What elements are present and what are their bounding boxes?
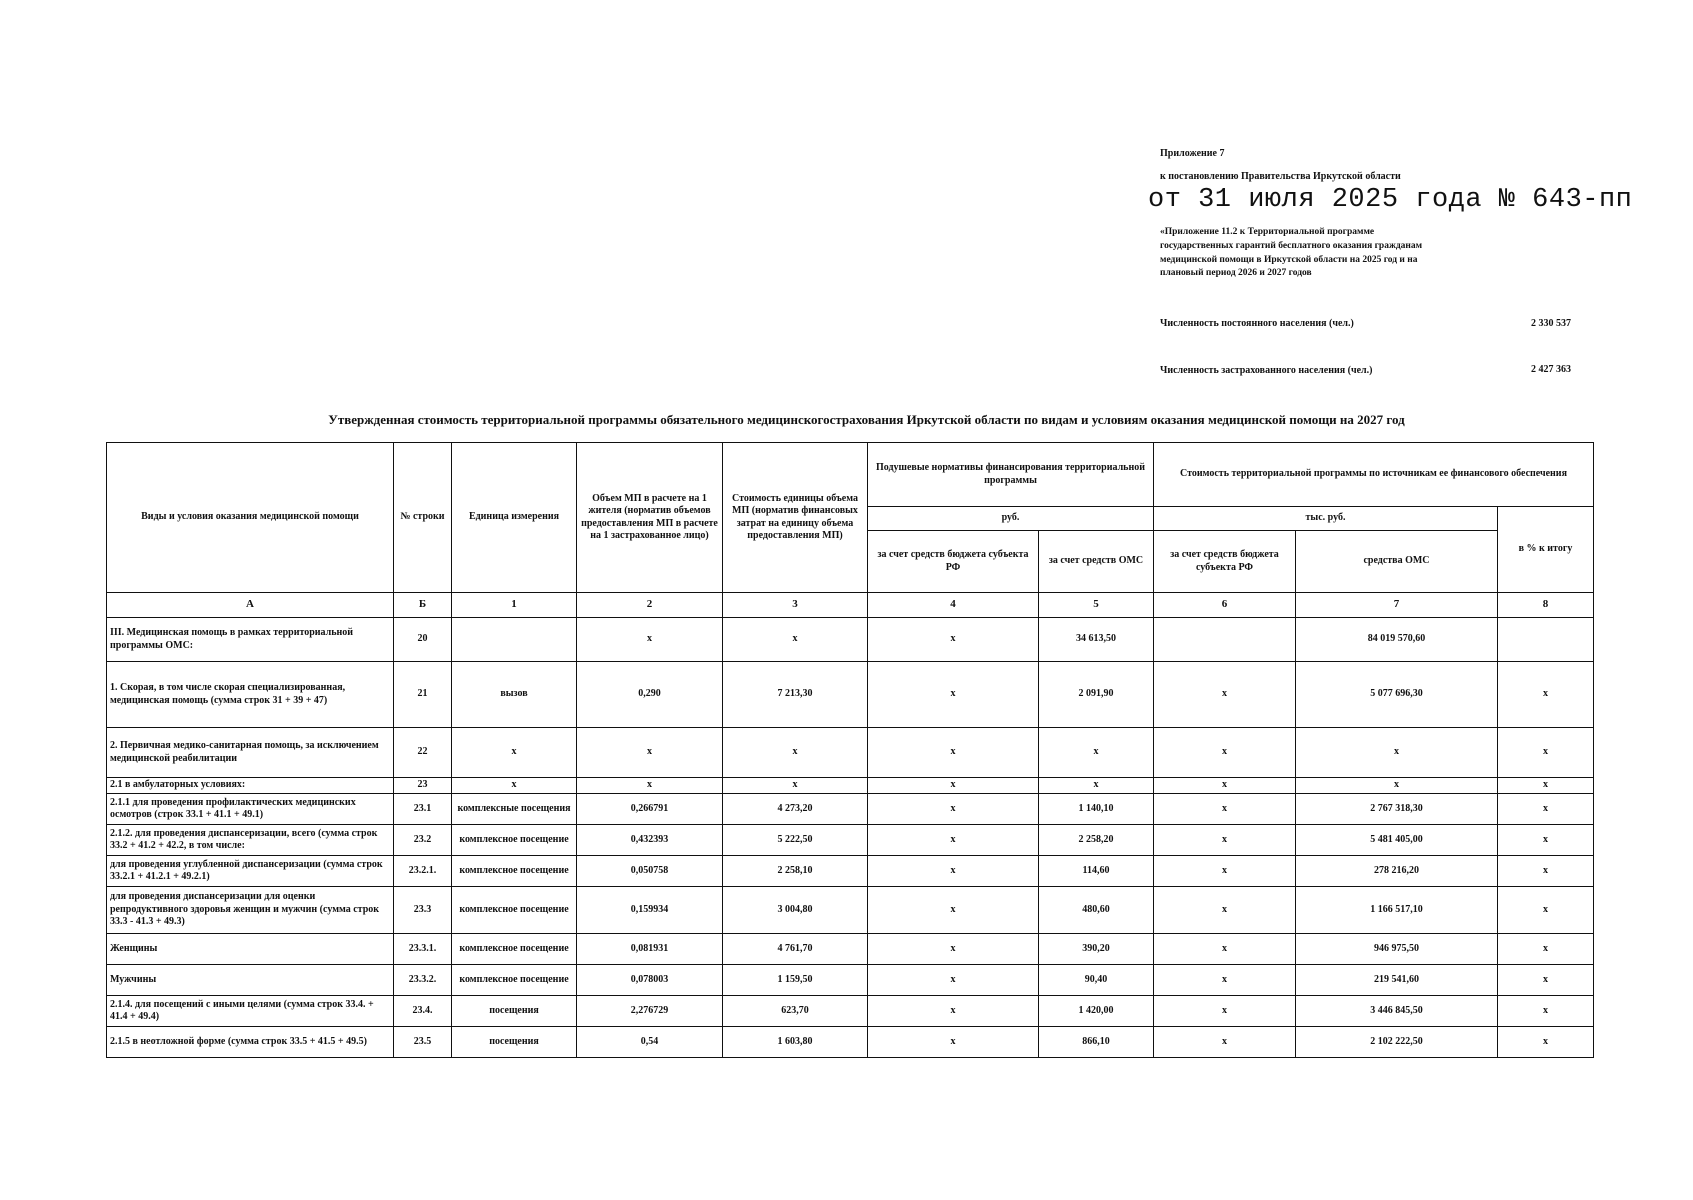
header-cost-by-source: Стоимость территориальной программы по источникам ее финансового обеспечения <box>1154 443 1594 507</box>
header-types: Виды и условия оказания медицинской помощи <box>107 443 394 593</box>
document-title: Утвержденная стоимость территориальной программы обязательного медицинскогострахования Иркутской области по видам и условиям оказания медицинской помощи на 2027 год <box>328 412 1405 427</box>
table-row <box>107 934 1594 965</box>
row-oms-means: 278 216,20 <box>1296 856 1498 887</box>
permanent-population-label: Численность постоянного населения (чел.) <box>1160 318 1354 329</box>
resolution-date-number: от 31 июля 2025 года № 643-пп <box>1148 185 1633 215</box>
row-budget-rf-2: х <box>1154 1027 1296 1058</box>
row-volume: 0,266791 <box>577 794 723 825</box>
row-budget-rf-2: х <box>1154 794 1296 825</box>
subtitle-line: государственных гарантий бесплатного оказания гражданам <box>1160 240 1423 251</box>
row-unit-cost: 623,70 <box>723 996 868 1027</box>
row-no: 23.3.2. <box>394 965 452 996</box>
col-number: 3 <box>723 593 868 618</box>
row-name: для проведения диспансеризации для оценки репродуктивного здоровья женщин и мужчин (сумма строк 33.3 - 41.3 + 49.3) <box>107 887 394 934</box>
row-volume: 0,081931 <box>577 934 723 965</box>
row-unit: комплексное посещение <box>452 965 577 996</box>
row-oms-funds: х <box>1039 728 1154 778</box>
row-oms-funds: 114,60 <box>1039 856 1154 887</box>
row-oms-means: 3 446 845,50 <box>1296 996 1498 1027</box>
row-oms-means: 219 541,60 <box>1296 965 1498 996</box>
row-no: 20 <box>394 618 452 662</box>
row-unit: комплексное посещение <box>452 825 577 856</box>
header-oms-funds: за счет средств ОМС <box>1039 531 1154 593</box>
header-unit: Единица измерения <box>452 443 577 593</box>
row-oms-funds: 390,20 <box>1039 934 1154 965</box>
row-unit-cost: х <box>723 778 868 794</box>
row-unit-cost: 3 004,80 <box>723 887 868 934</box>
row-unit: вызов <box>452 662 577 728</box>
row-name: Женщины <box>107 934 394 965</box>
row-unit: комплексное посещение <box>452 887 577 934</box>
row-name: 2.1.1 для проведения профилактических медицинских осмотров (строк 33.1 + 41.1 + 49.1) <box>107 794 394 825</box>
header-budget-rf-2: за счет средств бюджета субъекта РФ <box>1154 531 1296 593</box>
row-unit-cost: х <box>723 618 868 662</box>
row-budget-rf: х <box>868 1027 1039 1058</box>
header-thous-rub: тыс. руб. <box>1154 507 1498 531</box>
row-no: 23.2.1. <box>394 856 452 887</box>
row-unit: х <box>452 728 577 778</box>
row-no: 23.3 <box>394 887 452 934</box>
cost-table <box>106 442 1594 1058</box>
table-row <box>107 856 1594 887</box>
row-no: 22 <box>394 728 452 778</box>
row-budget-rf: х <box>868 662 1039 728</box>
row-name: III. Медицинская помощь в рамках территориальной программы ОМС: <box>107 618 394 662</box>
header-unit-cost: Стоимость единицы объема МП (норматив финансовых затрат на единицу объема предоставления МП) <box>723 443 868 593</box>
row-budget-rf-2: х <box>1154 965 1296 996</box>
row-name: 2.1.5 в неотложной форме (сумма строк 33.5 + 41.5 + 49.5) <box>107 1027 394 1058</box>
subtitle-line: плановый период 2026 и 2027 годов <box>1160 268 1312 279</box>
row-no: 23 <box>394 778 452 794</box>
row-no: 23.3.1. <box>394 934 452 965</box>
row-volume: х <box>577 728 723 778</box>
row-name: 2. Первичная медико-санитарная помощь, за исключением медицинской реабилитации <box>107 728 394 778</box>
row-volume: 0,290 <box>577 662 723 728</box>
row-volume: 0,159934 <box>577 887 723 934</box>
row-oms-means: 946 975,50 <box>1296 934 1498 965</box>
row-budget-rf: х <box>868 825 1039 856</box>
appendix-label: Приложение 7 <box>1160 148 1225 159</box>
col-number: 4 <box>868 593 1039 618</box>
row-oms-means: 2 767 318,30 <box>1296 794 1498 825</box>
header-oms-means: средства ОМС <box>1296 531 1498 593</box>
table-row <box>107 778 1594 794</box>
row-oms-funds: 2 091,90 <box>1039 662 1154 728</box>
col-number: 6 <box>1154 593 1296 618</box>
header-row-no: № строки <box>394 443 452 593</box>
row-name: Мужчины <box>107 965 394 996</box>
row-pct-total: х <box>1498 794 1594 825</box>
row-oms-funds: 90,40 <box>1039 965 1154 996</box>
row-unit: комплексные посещения <box>452 794 577 825</box>
col-number: 8 <box>1498 593 1594 618</box>
row-pct-total: х <box>1498 825 1594 856</box>
row-unit: посещения <box>452 1027 577 1058</box>
row-oms-means: 2 102 222,50 <box>1296 1027 1498 1058</box>
row-budget-rf-2: х <box>1154 778 1296 794</box>
row-pct-total: х <box>1498 662 1594 728</box>
row-pct-total: х <box>1498 996 1594 1027</box>
row-budget-rf: х <box>868 856 1039 887</box>
table-row <box>107 1027 1594 1058</box>
row-budget-rf-2: х <box>1154 728 1296 778</box>
row-pct-total: х <box>1498 1027 1594 1058</box>
subtitle-line: медицинской помощи в Иркутской области на 2025 год и на <box>1160 254 1418 265</box>
col-number: 5 <box>1039 593 1154 618</box>
header-per-capita: Подушевые нормативы финансирования территориальной программы <box>868 443 1154 507</box>
row-unit-cost: 2 258,10 <box>723 856 868 887</box>
row-oms-means: 84 019 570,60 <box>1296 618 1498 662</box>
col-number: 1 <box>452 593 577 618</box>
resolution-label: к постановлению Правительства Иркутской области <box>1160 171 1401 182</box>
row-no: 23.1 <box>394 794 452 825</box>
header-budget-rf: за счет средств бюджета субъекта РФ <box>868 531 1039 593</box>
table-row <box>107 887 1594 934</box>
row-unit-cost: х <box>723 728 868 778</box>
row-budget-rf: х <box>868 778 1039 794</box>
row-pct-total: х <box>1498 887 1594 934</box>
header-pct-total: в % к итогу <box>1498 507 1594 593</box>
row-oms-means: 5 481 405,00 <box>1296 825 1498 856</box>
row-oms-funds: 1 420,00 <box>1039 996 1154 1027</box>
row-pct-total: х <box>1498 778 1594 794</box>
table-row <box>107 965 1594 996</box>
row-budget-rf: х <box>868 887 1039 934</box>
row-name: для проведения углубленной диспансеризации (сумма строк 33.2.1 + 41.2.1 + 49.2.1) <box>107 856 394 887</box>
col-number: Б <box>394 593 452 618</box>
insured-population-value: 2 427 363 <box>1531 364 1571 375</box>
col-number: 7 <box>1296 593 1498 618</box>
row-oms-funds: 480,60 <box>1039 887 1154 934</box>
row-unit: х <box>452 778 577 794</box>
row-oms-funds: х <box>1039 778 1154 794</box>
row-oms-funds: 1 140,10 <box>1039 794 1154 825</box>
row-oms-means: 1 166 517,10 <box>1296 887 1498 934</box>
row-oms-means: х <box>1296 728 1498 778</box>
table-row <box>107 618 1594 662</box>
row-name: 2.1.2. для проведения диспансеризации, всего (сумма строк 33.2 + 41.2 + 42.2, в том числе: <box>107 825 394 856</box>
appendix-subtitle <box>1160 226 1640 281</box>
row-no: 23.2 <box>394 825 452 856</box>
row-no: 23.5 <box>394 1027 452 1058</box>
row-no: 21 <box>394 662 452 728</box>
row-oms-funds: 2 258,20 <box>1039 825 1154 856</box>
row-pct-total: х <box>1498 965 1594 996</box>
row-pct-total <box>1498 618 1594 662</box>
row-budget-rf-2: х <box>1154 662 1296 728</box>
row-unit-cost: 4 761,70 <box>723 934 868 965</box>
row-unit: комплексное посещение <box>452 934 577 965</box>
row-oms-means: 5 077 696,30 <box>1296 662 1498 728</box>
row-budget-rf-2: х <box>1154 856 1296 887</box>
table-row <box>107 728 1594 778</box>
row-budget-rf: х <box>868 618 1039 662</box>
row-name: 1. Скорая, в том числе скорая специализированная, медицинская помощь (сумма строк 31 + 39 + 47) <box>107 662 394 728</box>
row-volume: 0,54 <box>577 1027 723 1058</box>
subtitle-line: «Приложение 11.2 к Территориальной программе <box>1160 227 1375 237</box>
row-budget-rf-2: х <box>1154 934 1296 965</box>
row-budget-rf-2: х <box>1154 887 1296 934</box>
row-budget-rf: х <box>868 794 1039 825</box>
row-oms-funds: 34 613,50 <box>1039 618 1154 662</box>
header-volume: Объем МП в расчете на 1 жителя (норматив объемов предоставления МП в расчете на 1 застрахованное лицо) <box>577 443 723 593</box>
col-number: А <box>107 593 394 618</box>
row-unit-cost: 5 222,50 <box>723 825 868 856</box>
row-name: 2.1.4. для посещений с иными целями (сумма строк 33.4. + 41.4 + 49.4) <box>107 996 394 1027</box>
row-budget-rf-2: х <box>1154 996 1296 1027</box>
row-volume: х <box>577 778 723 794</box>
row-oms-funds: 866,10 <box>1039 1027 1154 1058</box>
row-unit <box>452 618 577 662</box>
row-volume: 2,276729 <box>577 996 723 1027</box>
row-pct-total: х <box>1498 934 1594 965</box>
appendix-header <box>1160 146 1640 184</box>
row-pct-total: х <box>1498 856 1594 887</box>
header-rub: руб. <box>868 507 1154 531</box>
row-no: 23.4. <box>394 996 452 1027</box>
row-volume: 0,078003 <box>577 965 723 996</box>
table-row <box>107 996 1594 1027</box>
row-volume: 0,050758 <box>577 856 723 887</box>
row-pct-total: х <box>1498 728 1594 778</box>
row-budget-rf-2: х <box>1154 825 1296 856</box>
row-unit: посещения <box>452 996 577 1027</box>
row-volume: х <box>577 618 723 662</box>
row-budget-rf: х <box>868 996 1039 1027</box>
row-unit: комплексное посещение <box>452 856 577 887</box>
row-budget-rf: х <box>868 934 1039 965</box>
row-oms-means: х <box>1296 778 1498 794</box>
row-unit-cost: 4 273,20 <box>723 794 868 825</box>
row-budget-rf: х <box>868 965 1039 996</box>
table-row <box>107 662 1594 728</box>
table-row <box>107 825 1594 856</box>
col-number: 2 <box>577 593 723 618</box>
permanent-population-value: 2 330 537 <box>1531 318 1571 329</box>
table-row <box>107 794 1594 825</box>
row-budget-rf-2 <box>1154 618 1296 662</box>
row-unit-cost: 1 603,80 <box>723 1027 868 1058</box>
row-name: 2.1 в амбулаторных условиях: <box>107 778 394 794</box>
row-budget-rf: х <box>868 728 1039 778</box>
insured-population-label: Численность застрахованного населения (чел.) <box>1160 365 1373 376</box>
row-volume: 0,432393 <box>577 825 723 856</box>
row-unit-cost: 7 213,30 <box>723 662 868 728</box>
row-unit-cost: 1 159,50 <box>723 965 868 996</box>
